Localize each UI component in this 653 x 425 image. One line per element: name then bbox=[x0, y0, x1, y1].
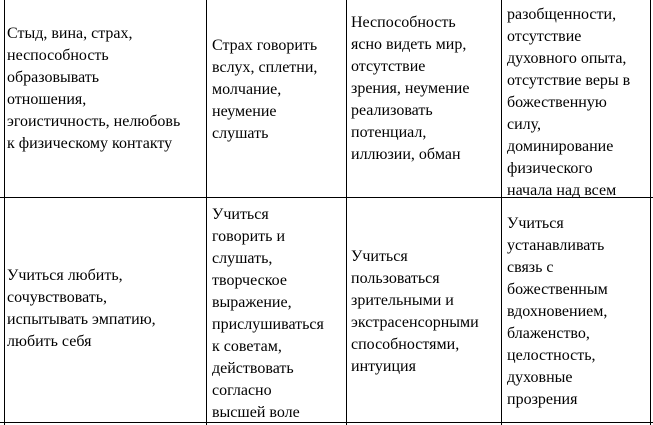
text-line: физического bbox=[507, 160, 593, 177]
text-line: духовные bbox=[507, 369, 573, 386]
text-line: сочувствовать, bbox=[7, 289, 108, 306]
row-1-cell-4 bbox=[507, 4, 630, 202]
text-line: Стыд, вина, страх, bbox=[7, 25, 133, 42]
text-line: пользоваться bbox=[351, 270, 440, 287]
text-line: вслух, сплетни, bbox=[212, 59, 318, 76]
text-line: блаженство, bbox=[507, 325, 590, 342]
row-2-cell-2 bbox=[212, 204, 324, 424]
text-line: иллюзии, обман bbox=[351, 146, 461, 163]
text-line: ясно видеть мир, bbox=[351, 36, 467, 53]
text-line: Учиться bbox=[351, 248, 408, 265]
text-line: связь с bbox=[507, 259, 554, 276]
text-line: слушать, bbox=[212, 250, 273, 267]
text-line: согласно bbox=[212, 382, 272, 399]
text-line: божественным bbox=[507, 281, 608, 298]
column-divider-3 bbox=[501, 0, 502, 425]
column-divider-1 bbox=[206, 0, 207, 425]
text-line: высшей воле bbox=[212, 404, 300, 421]
text-line: Неспособность bbox=[351, 14, 456, 31]
text-line: неумение bbox=[212, 103, 277, 120]
text-line: доминирование bbox=[507, 138, 614, 155]
text-line: к советам, bbox=[212, 338, 282, 355]
text-line: зрения, неумение bbox=[351, 80, 470, 97]
text-line: реализовать bbox=[351, 102, 433, 119]
text-line: к физическому контакту bbox=[7, 135, 173, 152]
row-1-cell-2 bbox=[212, 35, 317, 145]
row-1-cell-3 bbox=[351, 12, 469, 166]
table-border-bottom bbox=[0, 422, 653, 423]
text-line: духовного опыта, bbox=[507, 50, 627, 67]
row-2-cell-4 bbox=[507, 213, 608, 411]
text-line: устанавливать bbox=[507, 237, 605, 254]
text-line: Учиться bbox=[212, 206, 269, 223]
text-line: действовать bbox=[212, 360, 294, 377]
text-line: целостность, bbox=[507, 347, 596, 364]
text-line: начала над всем bbox=[507, 182, 617, 199]
text-line: молчание, bbox=[212, 81, 282, 98]
text-line: любить себя bbox=[7, 333, 92, 350]
text-line: неспособность bbox=[7, 47, 109, 64]
text-line: отношения, bbox=[7, 91, 87, 108]
text-line: экстрасенсорными bbox=[351, 314, 479, 331]
row-2-cell-1 bbox=[7, 265, 156, 353]
text-line: говорить и bbox=[212, 228, 286, 245]
row-1-cell-1 bbox=[7, 23, 180, 155]
text-line: отсутствие bbox=[351, 58, 426, 75]
table-border-right bbox=[650, 0, 651, 425]
text-line: потенциал, bbox=[351, 124, 427, 141]
text-line: способностями, bbox=[351, 336, 460, 353]
text-line: эгоистичность, нелюбовь bbox=[7, 113, 181, 130]
text-line: вдохновением, bbox=[507, 303, 608, 320]
text-line: силу, bbox=[507, 116, 542, 133]
row-2-cell-3 bbox=[351, 246, 479, 378]
text-line: Страх говорить bbox=[212, 37, 318, 54]
text-line: образовывать bbox=[7, 69, 100, 86]
text-line: прислушиваться bbox=[212, 316, 324, 333]
text-line: отсутствие веры в bbox=[507, 72, 631, 89]
text-line: божественную bbox=[507, 94, 607, 111]
text-line: прозрения bbox=[507, 391, 578, 408]
text-line: творческое bbox=[212, 272, 287, 289]
text-line: слушать bbox=[212, 125, 269, 142]
text-line: испытывать эмпатию, bbox=[7, 311, 156, 328]
table-border-left bbox=[4, 0, 5, 425]
text-line: отсутствие bbox=[507, 28, 582, 45]
text-line: Учиться bbox=[507, 215, 564, 232]
text-line: зрительными и bbox=[351, 292, 454, 309]
text-line: Учиться любить, bbox=[7, 267, 123, 284]
column-divider-2 bbox=[346, 0, 347, 425]
text-line: интуиция bbox=[351, 358, 416, 375]
text-line: выражение, bbox=[212, 294, 292, 311]
text-line: разобщенности, bbox=[507, 6, 617, 23]
